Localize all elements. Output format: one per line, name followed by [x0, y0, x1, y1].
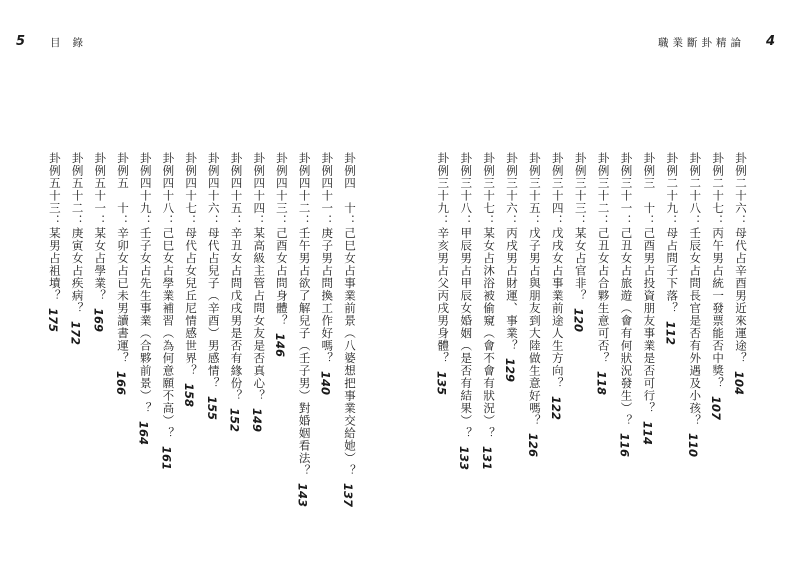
right-page	[397, 0, 793, 561]
toc-entry	[45, 0, 65, 561]
toc-entry	[317, 0, 337, 561]
toc-entry-title: 卦例五十二：庚寅女占疾病？	[70, 152, 85, 315]
toc-entry-page: 116	[617, 433, 632, 458]
toc-entry	[662, 0, 682, 561]
toc-entry	[708, 0, 728, 561]
toc-entry-page: 164	[136, 420, 151, 445]
toc-entry-title: 卦例三十六：丙戌男占財運、事業？	[505, 152, 519, 352]
toc-entry-page: 152	[227, 408, 242, 433]
toc-entry-page: 129	[503, 358, 517, 383]
toc-entry-page: 118	[594, 370, 609, 395]
toc-entry-page: 161	[159, 445, 174, 470]
toc-entry-page: 107	[709, 395, 724, 420]
toc-entry-page: 112	[663, 320, 678, 345]
toc-entry	[227, 0, 247, 561]
toc-entry-page: 166	[114, 370, 128, 395]
toc-entry-title: 卦例四十一：庚子男占問換工作好嗎？	[320, 152, 335, 365]
toc-entry-title: 卦例五 十：辛卯女占已未男讀書運？	[116, 152, 130, 365]
toc-entry	[113, 0, 133, 561]
toc-entry-page: 155	[204, 395, 219, 420]
toc-entry-title: 卦例三十九：辛亥男占父丙戌男身體？	[436, 152, 451, 365]
toc-entry-page: 120	[571, 308, 586, 333]
toc-entry	[617, 0, 637, 561]
toc-entry-title: 卦例四十四：某高級主管占問女友是否真心？	[252, 152, 267, 402]
toc-entry-title: 卦例三十三：某女占官非？	[573, 152, 588, 302]
toc-entry-title: 卦例二十七：丙午男占統一發票能否中獎？	[711, 152, 726, 390]
left-page	[0, 0, 396, 561]
toc-entry-page: 140	[318, 370, 333, 395]
toc-entry-page: 172	[68, 320, 83, 345]
toc-entry-page: 122	[548, 395, 563, 420]
toc-entry-page: 149	[250, 408, 265, 433]
page-number: 4	[765, 34, 775, 49]
toc-entry	[479, 0, 499, 561]
toc-entry-page: 146	[272, 333, 287, 358]
toc-entry	[548, 0, 568, 561]
toc-entry-page: 175	[45, 308, 60, 333]
running-title: 職業斷卦精論	[658, 37, 745, 49]
toc-entry-title: 卦例三十二：己丑女占合夥生意可否？	[596, 152, 611, 365]
toc-entry	[340, 0, 360, 561]
toc-entry-title: 卦例三十八：甲辰男占甲辰女婚姻（是否有結果）？	[459, 152, 474, 440]
toc-entry-page: 126	[525, 433, 540, 458]
toc-entry-title: 卦例五十三：某男占祖墳？	[47, 152, 62, 302]
toc-entry	[594, 0, 614, 561]
toc-entry-page: 169	[91, 308, 106, 333]
toc-entry-title: 卦例三十四：戊戌女占事業前途人生方向？	[550, 152, 565, 390]
toc-entry-title: 卦例二十六：母代占辛酉男近來運途？	[734, 152, 748, 365]
toc-entry	[295, 0, 315, 561]
toc-entry-title: 卦例四 十：己巳女占事業前景（八婆想把事業交給她）？	[343, 152, 357, 477]
toc-entry-title: 卦例四十七：母代占女兒丘尼情感世界？	[184, 152, 199, 377]
toc-entry-title: 卦例二十八：壬辰女占問長官是否有外遇及小孩？	[688, 152, 703, 427]
toc-entry-title: 卦例三 十：己酉男占投資朋友事業是否可行？	[642, 152, 657, 415]
toc-entry-title: 卦例五十一：某女占學業？	[93, 152, 108, 302]
toc-entry-page: 135	[434, 370, 449, 395]
toc-entry	[639, 0, 659, 561]
toc-entry-page: 110	[686, 433, 701, 458]
toc-entry	[731, 0, 751, 561]
toc-entry	[249, 0, 269, 561]
toc-entry-title: 卦例三十七：某女占沐浴被偷窺（會不會有狀況）？	[482, 152, 497, 440]
toc-entry	[456, 0, 476, 561]
toc-entry-page: 137	[341, 483, 355, 508]
toc-entry	[158, 0, 178, 561]
toc-entry-title: 卦例四十八：己巳女占學業補習（為何意願不高）？	[161, 152, 176, 440]
toc-entry-page: 131	[480, 445, 495, 470]
toc-entry-page: 114	[640, 420, 655, 445]
toc-entry-page: 143	[295, 483, 310, 508]
toc-entry-title: 卦例四十九：壬子女占先生事業（合夥前景）？	[138, 152, 153, 415]
toc-entry	[68, 0, 88, 561]
toc-entry	[90, 0, 110, 561]
toc-entry	[181, 0, 201, 561]
toc-entry	[272, 0, 292, 561]
toc-entry	[502, 0, 522, 561]
toc-entry-title: 卦例四十五：辛丑女占問戊戌男是否有緣份？	[229, 152, 244, 402]
toc-entry	[525, 0, 545, 561]
toc-entry	[685, 0, 705, 561]
toc-entry-page: 104	[732, 370, 746, 395]
toc-entry-title: 卦例四十二：壬午男占欲了解兒子（壬子男）對婚姻看法？	[297, 152, 312, 477]
toc-entry	[136, 0, 156, 561]
toc-entry-page: 158	[182, 383, 197, 408]
toc-entry	[571, 0, 591, 561]
toc-entry-title: 卦例三十五：戊子男占與朋友到大陸做生意好嗎？	[527, 152, 542, 427]
toc-entry-title: 卦例四十六：母代占兒子（辛酉）男感情？	[206, 152, 221, 390]
toc-entry-title: 卦例四十三：己酉女占問身體？	[274, 152, 289, 327]
toc-entry-title: 卦例二十九：母占問子下落？	[665, 152, 680, 315]
running-title: 目錄	[50, 37, 95, 49]
toc-entry	[204, 0, 224, 561]
page-number: 5	[16, 34, 26, 49]
toc-entry-title: 卦例三十一：己丑女占旅遊（會有何狀況發生）？	[619, 152, 634, 427]
toc-entry	[433, 0, 453, 561]
toc-entry-page: 133	[457, 445, 472, 470]
